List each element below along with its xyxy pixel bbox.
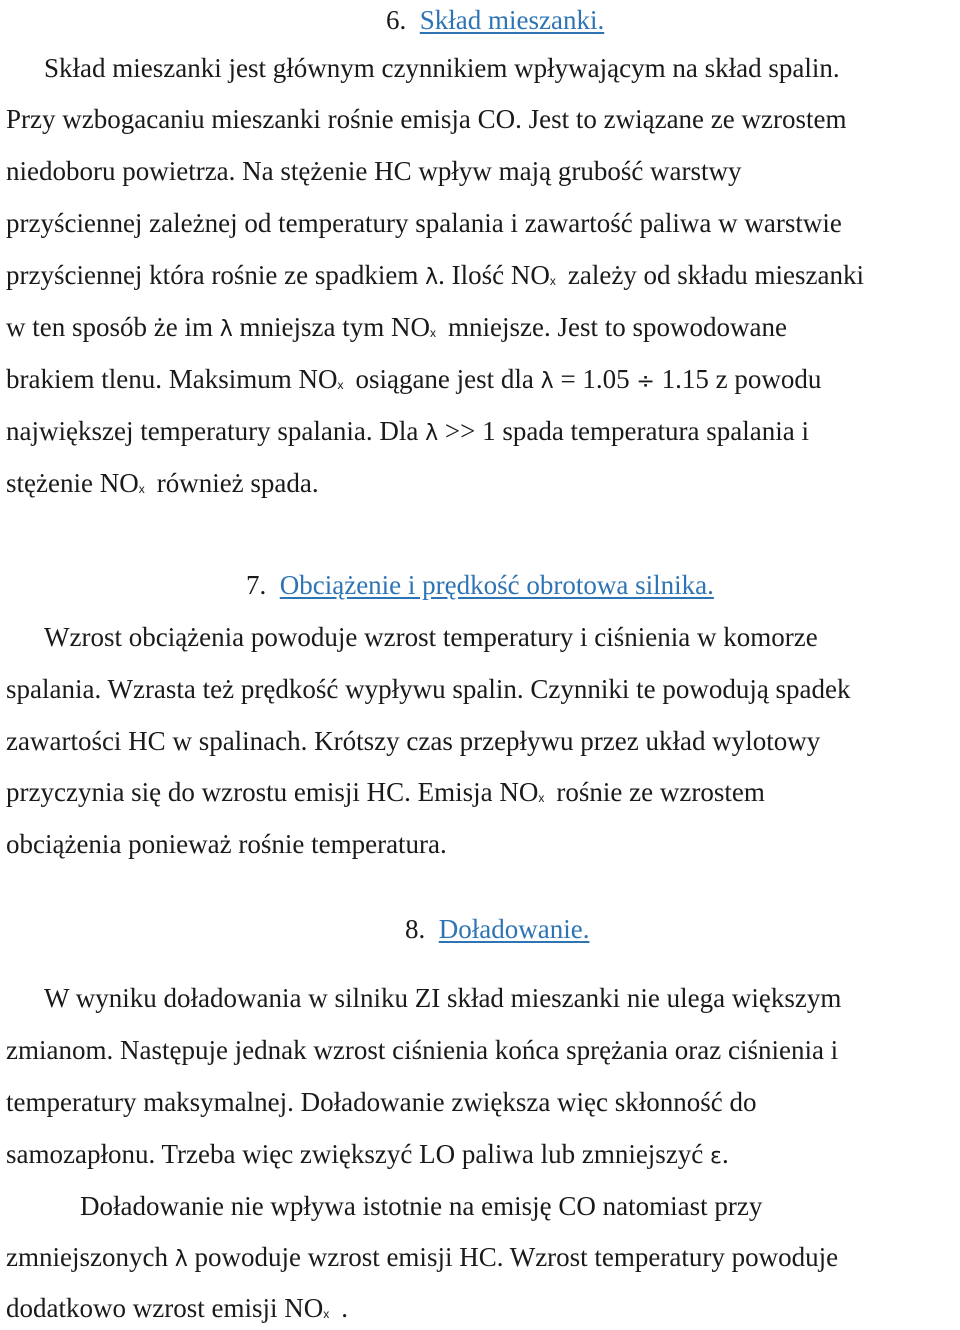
nox-subscript: x [138,482,145,496]
s6-l8b: >> 1 spada temperatura spalania i [438,416,809,446]
s6-l9b: również spada. [156,468,319,498]
nox-subscript: x [538,791,545,805]
s8-l4a: samozapłonu. Trzeba więc zwiększyć LO paliwa lub zmniejszyć [6,1139,711,1169]
s8-line-3: temperatury maksymalnej. Doładowanie zwiększa więc skłonność do [6,1087,757,1117]
s6-l7a: brakiem tlenu. Maksimum NO [6,364,338,394]
section-6-title: Skład mieszanki. [419,5,605,35]
s6-line-9 [6,467,319,499]
s6-l7e: z powodu [708,364,822,394]
s8-line-6 [6,1241,838,1273]
lambda-symbol: λ [425,421,439,446]
s6-line-8 [6,415,809,447]
nox-subscript: x [323,1307,330,1321]
nox-subscript: x [337,378,344,392]
section-7-title: Obciążenie i prędkość obrotowa silnika. [279,570,714,600]
s6-l7d: 1.15 [654,364,709,394]
s7-line-1: Wzrost obciążenia powoduje wzrost temperatury i ciśnienia w komorze [44,622,818,652]
s6-l5c: zależy od składu mieszanki [567,260,865,290]
s6-l9a: stężenie NO [6,468,139,498]
s6-l6c: mniejsze. Jest to spowodowane [447,312,787,342]
s6-line-7 [6,363,821,395]
divide-symbol: ÷ [636,369,655,394]
s7-line-4 [6,776,765,808]
s6-l5b: . Ilość NO [438,260,550,290]
section-8-heading [405,913,589,945]
s7-l4a: przyczynia się do wzrostu emisji HC. Emisja NO [6,777,539,807]
section-8-number: 8. [405,914,426,944]
s7-line-3: zawartości HC w spalinach. Krótszy czas przepływu przez układ wylotowy [6,726,821,756]
s6-l6a: w ten sposób że im [6,312,220,342]
s6-line-2: Przy wzbogacaniu mieszanki rośnie emisja CO. Jest to związane ze wzrostem [6,104,847,134]
s6-l6b: mniejsza tym NO [232,312,430,342]
s7-line-5: obciążenia ponieważ rośnie temperatura. [6,829,447,859]
s6-line-3: niedoboru powietrza. Na stężenie HC wpływ mają grubość warstwy [6,156,742,186]
s7-line-2: spalania. Wzrasta też prędkość wypływu spalin. Czynniki te powodują spadek [6,674,851,704]
s6-line-5 [6,259,864,291]
section-6-number: 6. [386,5,407,35]
lambda-symbol: λ [219,317,233,342]
s6-l7b: osiągane jest dla [355,364,541,394]
s8-l7a: dodatkowo wzrost emisji NO [6,1293,324,1323]
s8-line-1: W wyniku doładowania w silniku ZI skład mieszanki nie ulega większym [44,983,842,1013]
s6-l8a: największej temperatury spalania. Dla [6,416,426,446]
s8-l7b: . [341,1293,348,1323]
s6-line-6 [6,311,787,343]
s8-line-4 [6,1138,729,1170]
s8-line-5: Doładowanie nie wpływa istotnie na emisję CO natomiast przy [80,1191,763,1221]
s7-l4b: rośnie ze wzrostem [556,777,765,807]
section-6-heading [386,4,604,36]
s6-l7c: = 1.05 [553,364,637,394]
nox-subscript: x [429,326,436,340]
s8-l6b: powoduje wzrost emisji HC. Wzrost temperatury powoduje [187,1242,839,1272]
s8-line-7 [6,1292,348,1324]
s8-l4b: . [721,1139,729,1169]
epsilon-symbol: ε [710,1144,722,1169]
s6-line-1: Skład mieszanki jest głównym czynnikiem wpływającym na skład spalin. [44,53,840,83]
s6-l5a: przyściennej która rośnie ze spadkiem [6,260,426,290]
lambda-symbol: λ [540,369,554,394]
s6-line-4: przyściennej zależnej od temperatury spalania i zawartość paliwa w warstwie [6,208,842,238]
nox-subscript: x [549,274,556,288]
s8-l6a: zmniejszonych [6,1242,175,1272]
lambda-symbol: λ [174,1247,188,1272]
section-8-title: Doładowanie. [438,914,590,944]
s8-line-2: zmianom. Następuje jednak wzrost ciśnienia końca sprężania oraz ciśnienia i [6,1035,839,1065]
lambda-symbol: λ [425,265,439,290]
section-7-number: 7. [246,570,267,600]
section-7-heading [246,569,714,601]
